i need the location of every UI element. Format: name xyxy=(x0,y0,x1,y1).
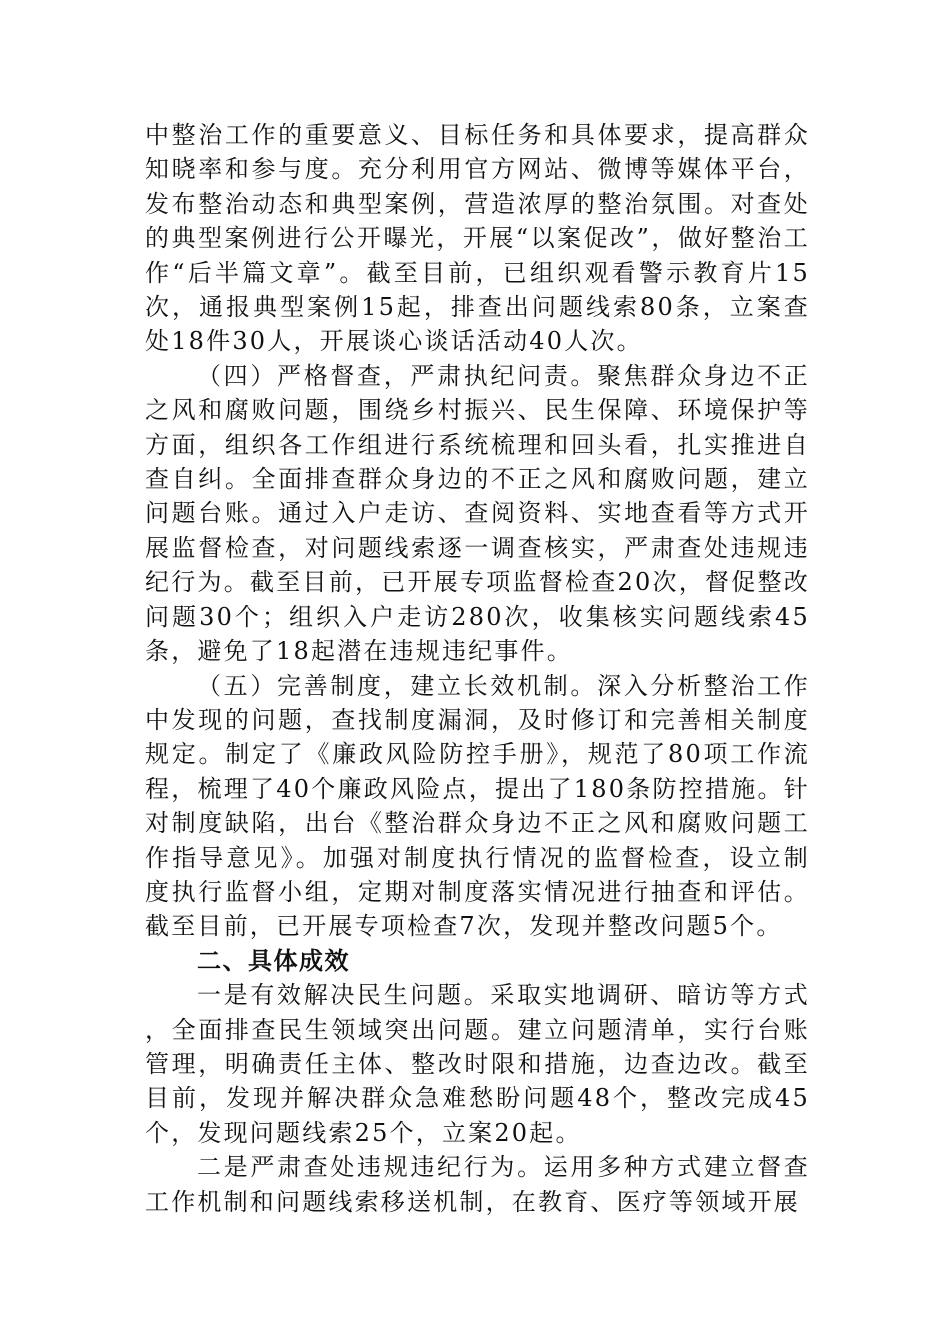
paragraph-discipline-violations: 二是严肃查处违规违纪行为。运用多种方式建立督查工作机制和问题线索移送机制，在教育、医疗等领域开展 xyxy=(145,1153,810,1216)
paragraph-section-five-system: （五）完善制度，建立长效机制。深入分析整治工作中发现的问题，查找制度漏洞，及时修订和完善相关制度规定。制定了《廉政风险防控手册》，规范了80项工作流程，梳理了40个廉政风险点，提出了180条防控措施。针对制度缺陷，出台《整治群众身边不正之风和腐败问题工作指导意见》。加强对制度执行情况的监督检查，设立制度执行监督小组，定期对制度落实情况进行抽查和评估。截至目前，已开展专项检查7次，发现并整改问题5个。 xyxy=(145,671,810,941)
paragraph-publicity-work: 中整治工作的重要意义、目标任务和具体要求，提高群众知晓率和参与度。充分利用官方网站、微博等媒体平台，发布整治动态和典型案例，营造浓厚的整治氛围。对查处的典型案例进行公开曝光，开展“以案促改”，做好整治工作“后半篇文章”。截至目前，已组织观看警示教育片15次，通报典型案例15起，排查出问题线索80条，立案查处18件30人，开展谈心谈话活动40人次。 xyxy=(145,121,810,356)
document-page xyxy=(145,118,810,1219)
section-heading-results: 二、具体成效 xyxy=(197,946,350,975)
paragraph-livelihood-issues: 一是有效解决民生问题。采取实地调研、暗访等方式，全面排查民生领域突出问题。建立问题清单，实行台账管理，明确责任主体、整改时限和措施，边查边改。截至目前，发现并解决群众急难愁盼问题48个，整改完成45个，发现问题线索25个，立案20起。 xyxy=(145,981,810,1147)
paragraph-section-four-supervision: （四）严格督查，严肃执纪问责。聚焦群众身边不正之风和腐败问题，围绕乡村振兴、民生保障、环境保护等方面，组织各工作组进行系统梳理和回头看，扎实推进自查自纠。全面排查群众身边的不正之风和腐败问题，建立问题台账。通过入户走访、查阅资料、实地查看等方式开展监督检查，对问题线索逐一调查核实，严肃查处违规违纪行为。截至目前，已开展专项监督检查20次，督促整改问题30个；组织入户走访280次，收集核实问题线索45条，避免了18起潜在违规违纪事件。 xyxy=(145,361,810,666)
